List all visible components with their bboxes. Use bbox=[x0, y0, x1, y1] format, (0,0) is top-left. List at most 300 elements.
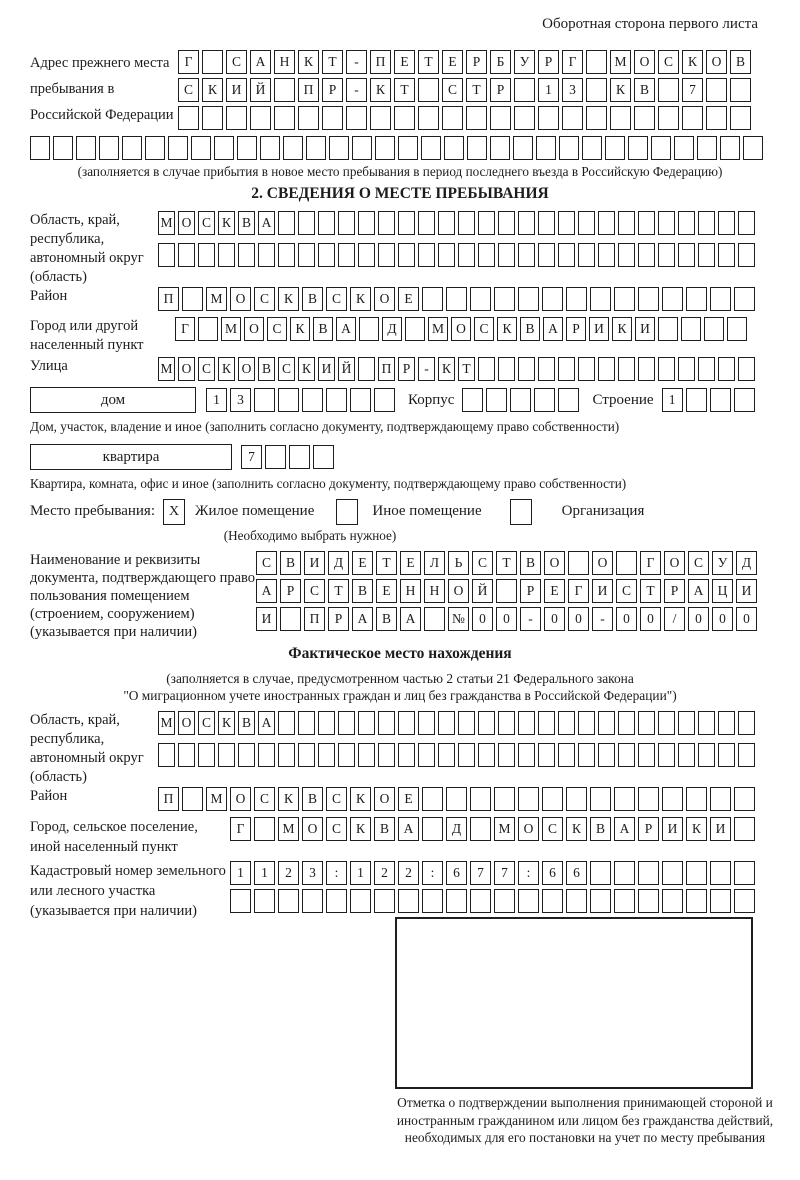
char-cell[interactable] bbox=[318, 711, 335, 735]
char-cell[interactable] bbox=[302, 388, 323, 412]
char-cell[interactable] bbox=[398, 711, 415, 735]
char-cell[interactable]: В bbox=[376, 607, 397, 631]
char-cell[interactable] bbox=[158, 743, 175, 767]
char-cell[interactable] bbox=[658, 211, 675, 235]
char-cell[interactable] bbox=[605, 136, 625, 160]
char-cell[interactable]: 6 bbox=[542, 861, 563, 885]
char-cell[interactable] bbox=[278, 889, 299, 913]
char-cell[interactable] bbox=[145, 136, 165, 160]
char-cell[interactable] bbox=[662, 861, 683, 885]
char-cell[interactable] bbox=[338, 243, 355, 267]
char-cell[interactable] bbox=[99, 136, 119, 160]
char-cell[interactable] bbox=[418, 243, 435, 267]
char-cell[interactable] bbox=[586, 78, 607, 102]
char-cell[interactable]: О bbox=[592, 551, 613, 575]
char-cell[interactable]: Д bbox=[328, 551, 349, 575]
char-cell[interactable]: Й bbox=[472, 579, 493, 603]
char-cell[interactable] bbox=[394, 106, 415, 130]
char-cell[interactable] bbox=[618, 243, 635, 267]
char-cell[interactable]: П bbox=[158, 287, 179, 311]
char-cell[interactable]: В bbox=[520, 317, 540, 341]
char-cell[interactable] bbox=[586, 106, 607, 130]
char-cell[interactable]: О bbox=[451, 317, 471, 341]
char-cell[interactable] bbox=[590, 287, 611, 311]
char-cell[interactable] bbox=[398, 136, 418, 160]
char-cell[interactable] bbox=[538, 357, 555, 381]
char-cell[interactable] bbox=[628, 136, 648, 160]
char-cell[interactable]: С bbox=[474, 317, 494, 341]
char-cell[interactable] bbox=[498, 711, 515, 735]
char-cell[interactable] bbox=[326, 889, 347, 913]
char-cell[interactable]: Р bbox=[664, 579, 685, 603]
char-cell[interactable]: И bbox=[662, 817, 683, 841]
char-cell[interactable] bbox=[542, 889, 563, 913]
char-cell[interactable]: 1 bbox=[662, 388, 683, 412]
char-cell[interactable] bbox=[486, 388, 507, 412]
char-cell[interactable] bbox=[678, 743, 695, 767]
char-cell[interactable]: Е bbox=[352, 551, 373, 575]
char-cell[interactable]: И bbox=[226, 78, 247, 102]
char-cell[interactable] bbox=[610, 106, 631, 130]
char-cell[interactable]: Ь bbox=[448, 551, 469, 575]
char-cell[interactable]: В bbox=[520, 551, 541, 575]
char-cell[interactable] bbox=[662, 889, 683, 913]
char-cell[interactable] bbox=[313, 445, 334, 469]
char-cell[interactable] bbox=[378, 711, 395, 735]
char-cell[interactable]: В bbox=[238, 711, 255, 735]
char-cell[interactable] bbox=[258, 243, 275, 267]
char-cell[interactable] bbox=[738, 211, 755, 235]
char-cell[interactable]: М bbox=[221, 317, 241, 341]
char-cell[interactable] bbox=[538, 743, 555, 767]
char-cell[interactable] bbox=[678, 357, 695, 381]
char-cell[interactable]: С bbox=[472, 551, 493, 575]
char-cell[interactable] bbox=[260, 136, 280, 160]
char-cell[interactable]: № bbox=[448, 607, 469, 631]
char-cell[interactable] bbox=[616, 551, 637, 575]
char-cell[interactable] bbox=[734, 889, 755, 913]
char-cell[interactable] bbox=[698, 357, 715, 381]
char-cell[interactable] bbox=[418, 711, 435, 735]
char-cell[interactable]: Г bbox=[230, 817, 251, 841]
char-cell[interactable]: О bbox=[178, 711, 195, 735]
char-cell[interactable]: А bbox=[352, 607, 373, 631]
char-cell[interactable] bbox=[274, 78, 295, 102]
char-cell[interactable] bbox=[218, 743, 235, 767]
char-cell[interactable] bbox=[578, 357, 595, 381]
char-cell[interactable] bbox=[559, 136, 579, 160]
char-cell[interactable] bbox=[326, 388, 347, 412]
char-cell[interactable] bbox=[710, 287, 731, 311]
char-cell[interactable] bbox=[467, 136, 487, 160]
char-cell[interactable] bbox=[743, 136, 763, 160]
char-cell[interactable] bbox=[422, 787, 443, 811]
char-cell[interactable] bbox=[662, 787, 683, 811]
char-cell[interactable] bbox=[405, 317, 425, 341]
char-cell[interactable]: К bbox=[438, 357, 455, 381]
char-cell[interactable]: С bbox=[658, 50, 679, 74]
char-cell[interactable]: К bbox=[218, 711, 235, 735]
char-cell[interactable] bbox=[734, 787, 755, 811]
char-cell[interactable] bbox=[122, 136, 142, 160]
char-cell[interactable] bbox=[518, 211, 535, 235]
char-cell[interactable] bbox=[518, 743, 535, 767]
char-cell[interactable] bbox=[638, 711, 655, 735]
char-cell[interactable]: Р bbox=[466, 50, 487, 74]
char-cell[interactable]: Г bbox=[178, 50, 199, 74]
char-cell[interactable] bbox=[658, 78, 679, 102]
char-cell[interactable] bbox=[458, 211, 475, 235]
checkbox-zhiloe[interactable] bbox=[163, 499, 185, 525]
char-cell[interactable]: Р bbox=[538, 50, 559, 74]
char-cell[interactable] bbox=[302, 889, 323, 913]
char-cell[interactable] bbox=[710, 388, 731, 412]
char-cell[interactable] bbox=[478, 743, 495, 767]
char-cell[interactable]: С bbox=[256, 551, 277, 575]
char-cell[interactable] bbox=[618, 211, 635, 235]
char-cell[interactable]: С bbox=[267, 317, 287, 341]
char-cell[interactable] bbox=[738, 743, 755, 767]
char-cell[interactable] bbox=[730, 106, 751, 130]
char-cell[interactable]: О bbox=[244, 317, 264, 341]
char-cell[interactable]: В bbox=[634, 78, 655, 102]
char-cell[interactable] bbox=[710, 861, 731, 885]
char-cell[interactable]: С bbox=[278, 357, 295, 381]
char-cell[interactable]: Г bbox=[640, 551, 661, 575]
char-cell[interactable] bbox=[718, 357, 735, 381]
char-cell[interactable]: А bbox=[543, 317, 563, 341]
char-cell[interactable] bbox=[704, 317, 724, 341]
char-cell[interactable]: К bbox=[682, 50, 703, 74]
char-cell[interactable] bbox=[718, 743, 735, 767]
char-cell[interactable] bbox=[566, 787, 587, 811]
char-cell[interactable] bbox=[638, 743, 655, 767]
char-cell[interactable] bbox=[446, 287, 467, 311]
char-cell[interactable] bbox=[681, 317, 701, 341]
char-cell[interactable] bbox=[538, 243, 555, 267]
char-cell[interactable]: В bbox=[280, 551, 301, 575]
char-cell[interactable]: С bbox=[198, 711, 215, 735]
char-cell[interactable] bbox=[498, 743, 515, 767]
char-cell[interactable]: С bbox=[254, 287, 275, 311]
char-cell[interactable]: - bbox=[520, 607, 541, 631]
checkbox-organizacia[interactable] bbox=[510, 499, 532, 525]
char-cell[interactable]: К bbox=[218, 211, 235, 235]
char-cell[interactable]: А bbox=[258, 711, 275, 735]
char-cell[interactable] bbox=[191, 136, 211, 160]
char-cell[interactable] bbox=[582, 136, 602, 160]
char-cell[interactable]: Й bbox=[250, 78, 271, 102]
char-cell[interactable]: 7 bbox=[241, 445, 262, 469]
char-cell[interactable]: М bbox=[206, 787, 227, 811]
char-cell[interactable] bbox=[614, 889, 635, 913]
char-cell[interactable] bbox=[658, 743, 675, 767]
char-cell[interactable]: Е bbox=[394, 50, 415, 74]
char-cell[interactable] bbox=[322, 106, 343, 130]
char-cell[interactable] bbox=[614, 287, 635, 311]
char-cell[interactable] bbox=[638, 287, 659, 311]
char-cell[interactable] bbox=[614, 787, 635, 811]
char-cell[interactable]: А bbox=[688, 579, 709, 603]
char-cell[interactable] bbox=[478, 243, 495, 267]
char-cell[interactable]: 6 bbox=[446, 861, 467, 885]
char-cell[interactable]: О bbox=[634, 50, 655, 74]
char-cell[interactable]: Ц bbox=[712, 579, 733, 603]
char-cell[interactable]: И bbox=[318, 357, 335, 381]
char-cell[interactable]: М bbox=[158, 357, 175, 381]
char-cell[interactable]: К bbox=[566, 817, 587, 841]
char-cell[interactable] bbox=[178, 243, 195, 267]
checkbox-inoe[interactable] bbox=[336, 499, 358, 525]
char-cell[interactable]: 1 bbox=[230, 861, 251, 885]
char-cell[interactable] bbox=[678, 711, 695, 735]
char-cell[interactable] bbox=[398, 889, 419, 913]
char-cell[interactable] bbox=[734, 817, 755, 841]
char-cell[interactable] bbox=[182, 787, 203, 811]
char-cell[interactable] bbox=[578, 243, 595, 267]
char-cell[interactable] bbox=[338, 743, 355, 767]
char-cell[interactable]: П bbox=[304, 607, 325, 631]
char-cell[interactable] bbox=[698, 711, 715, 735]
char-cell[interactable]: М bbox=[158, 711, 175, 735]
char-cell[interactable] bbox=[478, 711, 495, 735]
char-cell[interactable] bbox=[727, 317, 747, 341]
char-cell[interactable] bbox=[686, 388, 707, 412]
char-cell[interactable] bbox=[494, 889, 515, 913]
char-cell[interactable]: 0 bbox=[640, 607, 661, 631]
char-cell[interactable]: С bbox=[326, 287, 347, 311]
char-cell[interactable]: Т bbox=[640, 579, 661, 603]
char-cell[interactable]: А bbox=[400, 607, 421, 631]
char-cell[interactable] bbox=[598, 357, 615, 381]
char-cell[interactable] bbox=[352, 136, 372, 160]
char-cell[interactable]: В bbox=[302, 287, 323, 311]
char-cell[interactable]: И bbox=[710, 817, 731, 841]
char-cell[interactable] bbox=[586, 50, 607, 74]
char-cell[interactable] bbox=[662, 287, 683, 311]
char-cell[interactable]: 1 bbox=[206, 388, 227, 412]
char-cell[interactable]: Н bbox=[400, 579, 421, 603]
char-cell[interactable]: - bbox=[418, 357, 435, 381]
char-cell[interactable] bbox=[458, 711, 475, 735]
char-cell[interactable]: Р bbox=[280, 579, 301, 603]
char-cell[interactable]: Р bbox=[638, 817, 659, 841]
char-cell[interactable]: М bbox=[158, 211, 175, 235]
char-cell[interactable] bbox=[298, 743, 315, 767]
char-cell[interactable] bbox=[446, 787, 467, 811]
char-cell[interactable] bbox=[558, 388, 579, 412]
char-cell[interactable] bbox=[398, 743, 415, 767]
char-cell[interactable] bbox=[278, 711, 295, 735]
char-cell[interactable]: Т bbox=[496, 551, 517, 575]
char-cell[interactable]: 7 bbox=[682, 78, 703, 102]
char-cell[interactable] bbox=[358, 711, 375, 735]
char-cell[interactable]: 0 bbox=[472, 607, 493, 631]
char-cell[interactable]: К bbox=[686, 817, 707, 841]
char-cell[interactable] bbox=[237, 136, 257, 160]
char-cell[interactable] bbox=[738, 711, 755, 735]
char-cell[interactable] bbox=[470, 787, 491, 811]
char-cell[interactable]: А bbox=[256, 579, 277, 603]
char-cell[interactable] bbox=[438, 211, 455, 235]
char-cell[interactable] bbox=[442, 106, 463, 130]
char-cell[interactable] bbox=[498, 243, 515, 267]
char-cell[interactable] bbox=[558, 211, 575, 235]
char-cell[interactable]: О bbox=[178, 211, 195, 235]
char-cell[interactable] bbox=[658, 711, 675, 735]
char-cell[interactable] bbox=[30, 136, 50, 160]
char-cell[interactable] bbox=[638, 357, 655, 381]
char-cell[interactable]: К bbox=[497, 317, 517, 341]
char-cell[interactable] bbox=[518, 787, 539, 811]
char-cell[interactable]: В bbox=[302, 787, 323, 811]
char-cell[interactable] bbox=[538, 211, 555, 235]
char-cell[interactable]: 2 bbox=[278, 861, 299, 885]
char-cell[interactable] bbox=[53, 136, 73, 160]
char-cell[interactable] bbox=[494, 787, 515, 811]
char-cell[interactable]: М bbox=[428, 317, 448, 341]
char-cell[interactable]: Д bbox=[382, 317, 402, 341]
char-cell[interactable] bbox=[658, 317, 678, 341]
char-cell[interactable]: К bbox=[370, 78, 391, 102]
char-cell[interactable] bbox=[698, 743, 715, 767]
char-cell[interactable]: Р bbox=[490, 78, 511, 102]
char-cell[interactable] bbox=[438, 743, 455, 767]
char-cell[interactable] bbox=[686, 787, 707, 811]
char-cell[interactable] bbox=[338, 211, 355, 235]
char-cell[interactable]: О bbox=[178, 357, 195, 381]
char-cell[interactable]: 1 bbox=[254, 861, 275, 885]
char-cell[interactable]: А bbox=[250, 50, 271, 74]
char-cell[interactable]: И bbox=[635, 317, 655, 341]
char-cell[interactable]: 0 bbox=[544, 607, 565, 631]
char-cell[interactable] bbox=[686, 889, 707, 913]
char-cell[interactable]: Т bbox=[322, 50, 343, 74]
char-cell[interactable] bbox=[678, 211, 695, 235]
char-cell[interactable]: О bbox=[230, 287, 251, 311]
char-cell[interactable]: В bbox=[374, 817, 395, 841]
char-cell[interactable]: С bbox=[688, 551, 709, 575]
char-cell[interactable] bbox=[278, 743, 295, 767]
char-cell[interactable]: С bbox=[198, 357, 215, 381]
char-cell[interactable] bbox=[638, 787, 659, 811]
char-cell[interactable]: М bbox=[494, 817, 515, 841]
char-cell[interactable]: 3 bbox=[562, 78, 583, 102]
char-cell[interactable]: М bbox=[206, 287, 227, 311]
char-cell[interactable] bbox=[198, 743, 215, 767]
char-cell[interactable] bbox=[378, 243, 395, 267]
char-cell[interactable]: О bbox=[518, 817, 539, 841]
char-cell[interactable]: С bbox=[326, 817, 347, 841]
char-cell[interactable] bbox=[658, 357, 675, 381]
char-cell[interactable]: Г bbox=[568, 579, 589, 603]
char-cell[interactable] bbox=[658, 243, 675, 267]
char-cell[interactable] bbox=[168, 136, 188, 160]
char-cell[interactable] bbox=[230, 889, 251, 913]
char-cell[interactable] bbox=[350, 889, 371, 913]
char-cell[interactable]: К bbox=[350, 787, 371, 811]
char-cell[interactable]: К bbox=[278, 787, 299, 811]
char-cell[interactable]: Б bbox=[490, 50, 511, 74]
char-cell[interactable] bbox=[478, 357, 495, 381]
char-cell[interactable]: П bbox=[370, 50, 391, 74]
char-cell[interactable]: 0 bbox=[616, 607, 637, 631]
char-cell[interactable]: 2 bbox=[374, 861, 395, 885]
char-cell[interactable] bbox=[734, 287, 755, 311]
char-cell[interactable] bbox=[710, 889, 731, 913]
char-cell[interactable]: К bbox=[350, 287, 371, 311]
char-cell[interactable] bbox=[490, 106, 511, 130]
char-cell[interactable] bbox=[638, 243, 655, 267]
char-cell[interactable] bbox=[298, 106, 319, 130]
char-cell[interactable] bbox=[734, 861, 755, 885]
char-cell[interactable] bbox=[697, 136, 717, 160]
char-cell[interactable]: : bbox=[518, 861, 539, 885]
char-cell[interactable]: Т bbox=[394, 78, 415, 102]
char-cell[interactable] bbox=[338, 711, 355, 735]
char-cell[interactable]: 3 bbox=[302, 861, 323, 885]
char-cell[interactable]: М bbox=[278, 817, 299, 841]
char-cell[interactable] bbox=[513, 136, 533, 160]
char-cell[interactable] bbox=[578, 743, 595, 767]
char-cell[interactable] bbox=[536, 136, 556, 160]
char-cell[interactable]: О bbox=[374, 287, 395, 311]
char-cell[interactable] bbox=[198, 317, 218, 341]
char-cell[interactable] bbox=[346, 106, 367, 130]
char-cell[interactable] bbox=[518, 287, 539, 311]
char-cell[interactable] bbox=[558, 743, 575, 767]
char-cell[interactable] bbox=[738, 357, 755, 381]
char-cell[interactable] bbox=[706, 106, 727, 130]
char-cell[interactable] bbox=[76, 136, 96, 160]
char-cell[interactable]: К bbox=[290, 317, 310, 341]
char-cell[interactable] bbox=[250, 106, 271, 130]
char-cell[interactable] bbox=[562, 106, 583, 130]
char-cell[interactable]: Р bbox=[520, 579, 541, 603]
char-cell[interactable] bbox=[558, 243, 575, 267]
char-cell[interactable] bbox=[614, 861, 635, 885]
char-cell[interactable]: Л bbox=[424, 551, 445, 575]
char-cell[interactable] bbox=[438, 711, 455, 735]
char-cell[interactable] bbox=[350, 388, 371, 412]
char-cell[interactable] bbox=[470, 889, 491, 913]
char-cell[interactable] bbox=[534, 388, 555, 412]
char-cell[interactable] bbox=[306, 136, 326, 160]
char-cell[interactable] bbox=[738, 243, 755, 267]
char-cell[interactable] bbox=[462, 388, 483, 412]
char-cell[interactable]: 0 bbox=[736, 607, 757, 631]
char-cell[interactable]: В bbox=[238, 211, 255, 235]
char-cell[interactable]: К bbox=[218, 357, 235, 381]
char-cell[interactable] bbox=[578, 211, 595, 235]
char-cell[interactable]: В bbox=[313, 317, 333, 341]
char-cell[interactable] bbox=[358, 743, 375, 767]
char-cell[interactable] bbox=[298, 211, 315, 235]
char-cell[interactable]: П bbox=[158, 787, 179, 811]
char-cell[interactable]: С bbox=[326, 787, 347, 811]
char-cell[interactable]: И bbox=[589, 317, 609, 341]
char-cell[interactable]: Р bbox=[322, 78, 343, 102]
char-cell[interactable]: 6 bbox=[566, 861, 587, 885]
char-cell[interactable] bbox=[422, 817, 443, 841]
char-cell[interactable]: Т bbox=[418, 50, 439, 74]
char-cell[interactable] bbox=[438, 243, 455, 267]
char-cell[interactable] bbox=[378, 211, 395, 235]
char-cell[interactable] bbox=[598, 243, 615, 267]
char-cell[interactable] bbox=[280, 607, 301, 631]
char-cell[interactable] bbox=[678, 243, 695, 267]
char-cell[interactable] bbox=[538, 106, 559, 130]
